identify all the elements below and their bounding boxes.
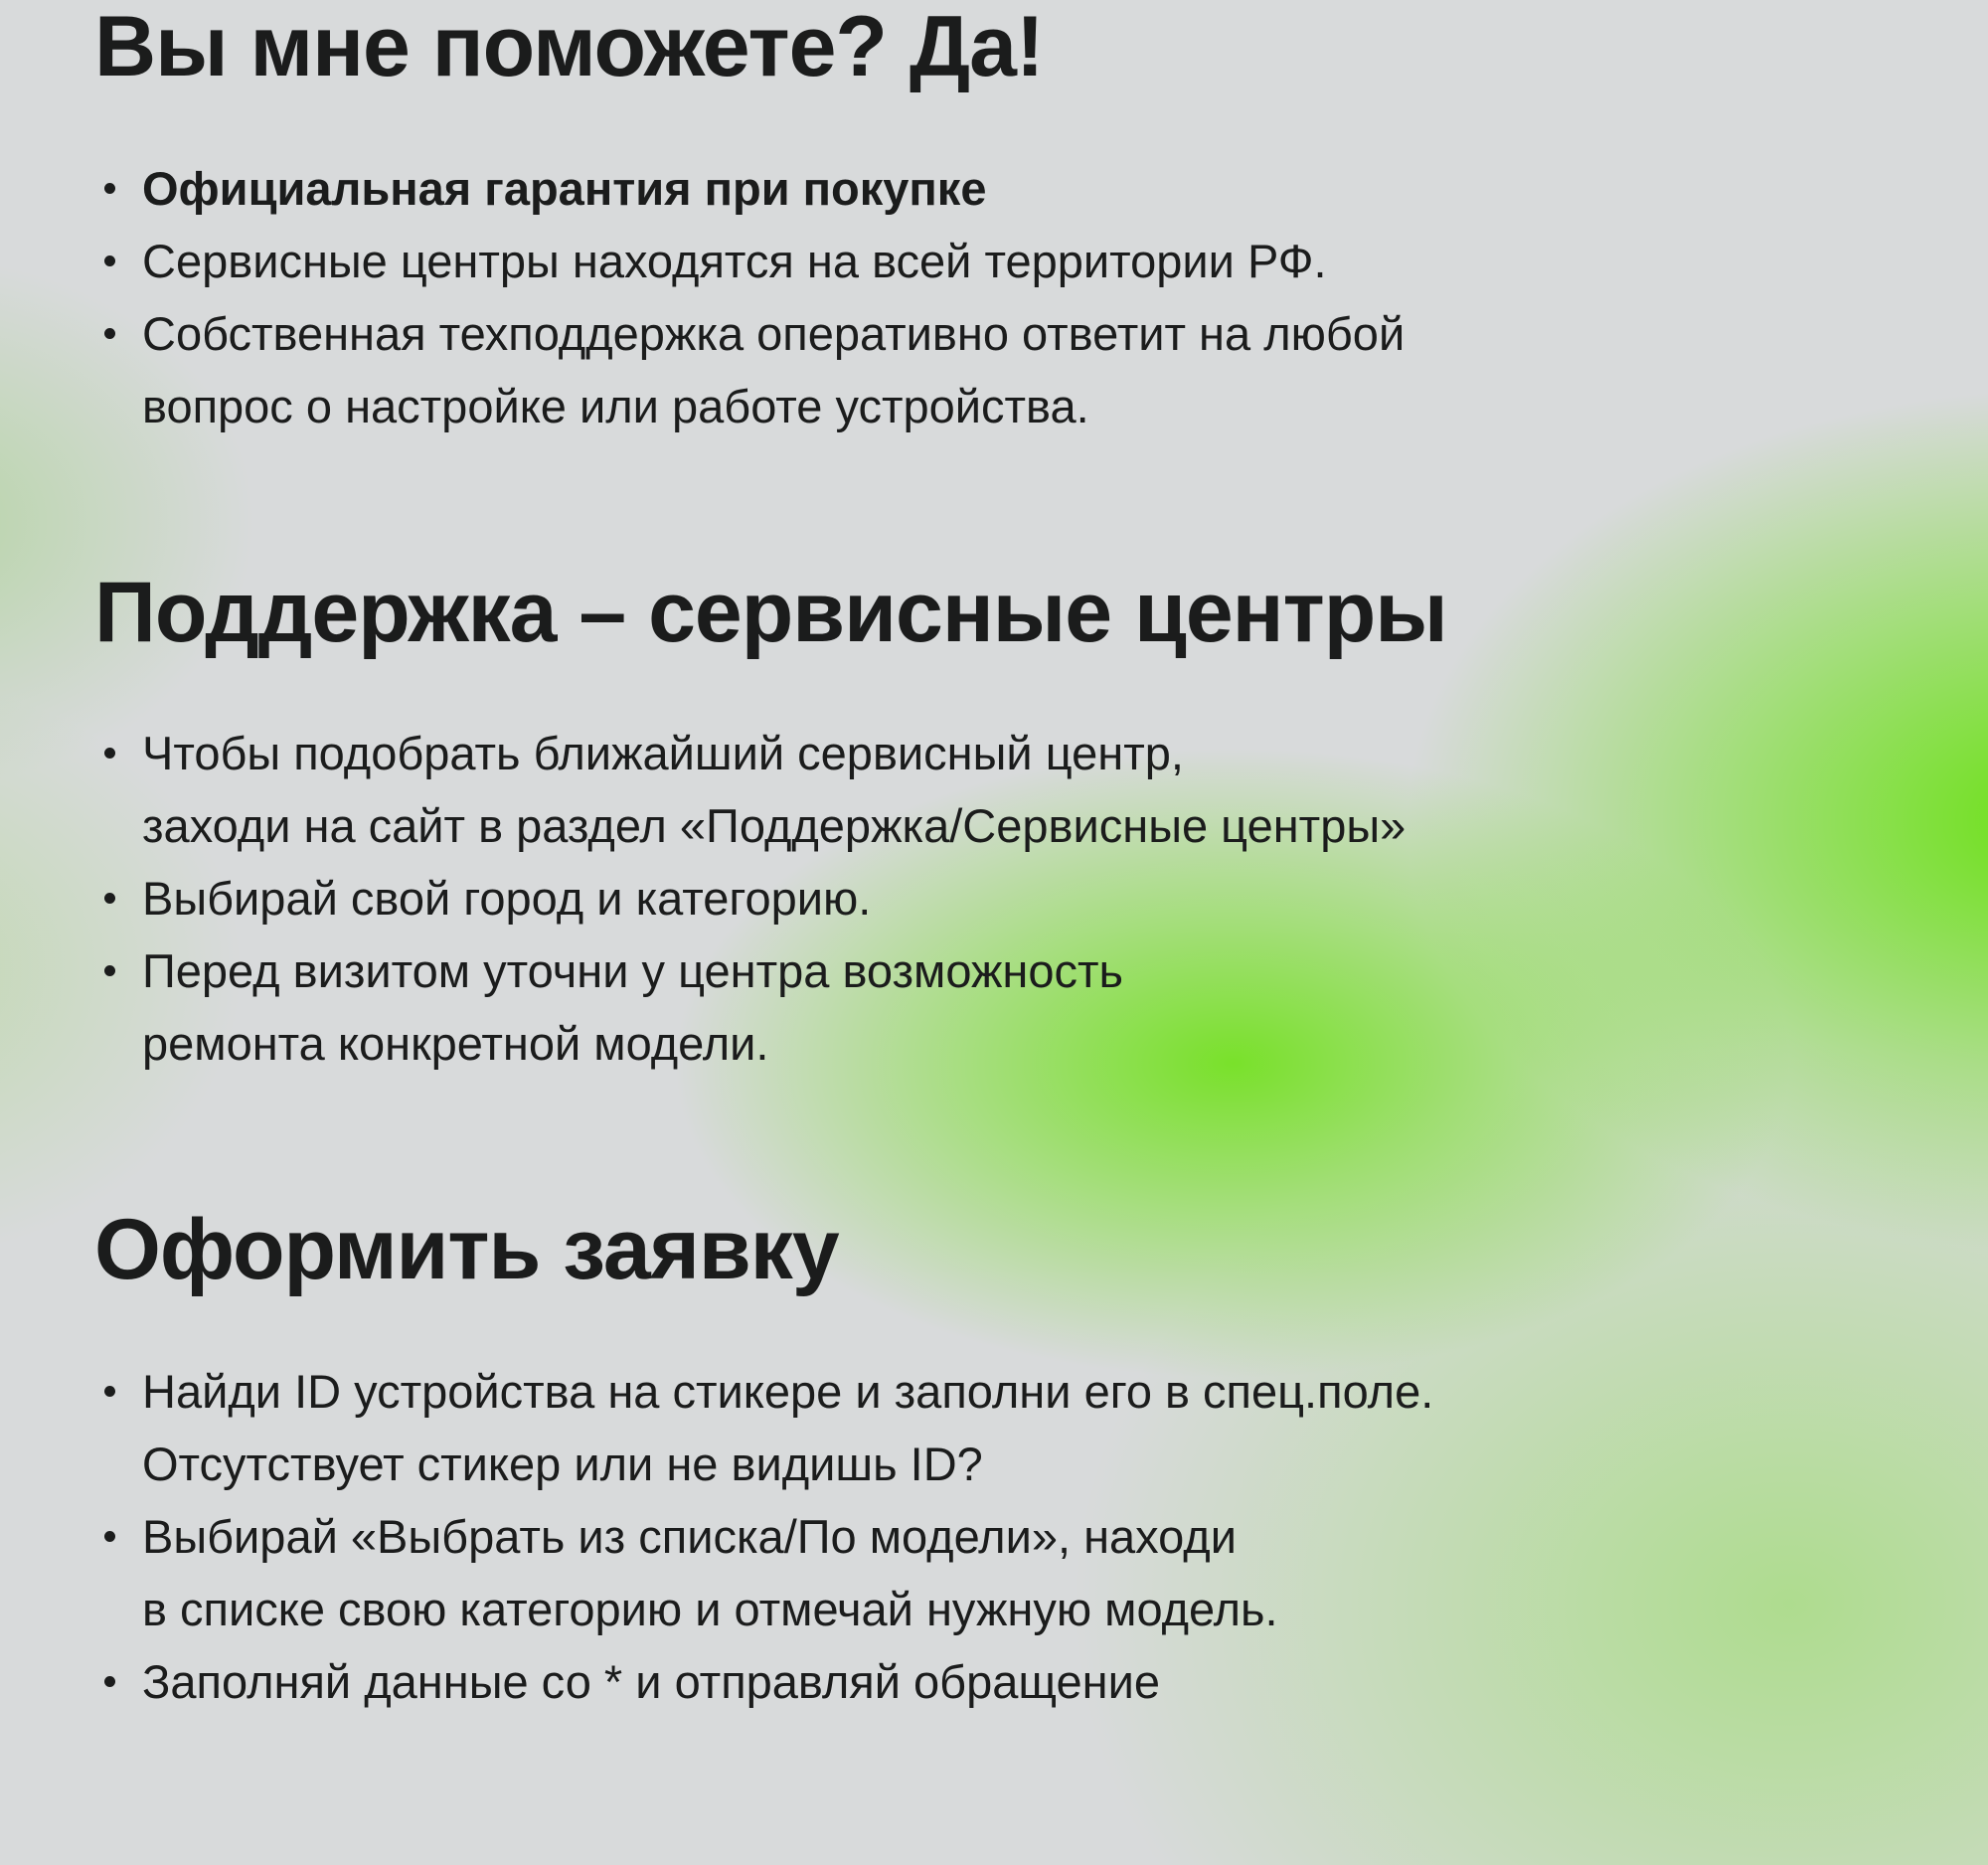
bullet-line: Выбирай «Выбрать из списка/По модели», находи — [142, 1509, 1237, 1563]
content-section — [94, 0, 1928, 442]
list-item — [94, 225, 1928, 297]
bullet-text — [142, 297, 1928, 442]
bullet-text — [142, 225, 1928, 297]
bullet-line: Чтобы подобрать ближайший сервисный центр, — [142, 727, 1184, 780]
bullet-line: Выбирай свой город и категорию. — [142, 872, 872, 926]
list-item — [94, 152, 1928, 225]
bullet-text — [142, 862, 1928, 934]
section-title: Оформить заявку — [94, 1202, 839, 1298]
bullet-line: Найди ID устройства на стикере и заполни его в спец.поле. — [142, 1364, 1434, 1418]
bullet-text — [142, 717, 1928, 862]
bullet-line: вопрос о настройке или работе устройства. — [142, 379, 1089, 432]
list-item — [94, 717, 1928, 862]
bullet-dot-icon — [104, 748, 115, 759]
bullet-list — [94, 1355, 1928, 1718]
section-title: Вы мне поможете? Да! — [94, 0, 1044, 94]
bullet-line: в списке свою категорию и отмечай нужную модель. — [142, 1582, 1278, 1635]
section-title: Поддержка – сервисные центры — [94, 564, 1447, 660]
bullet-dot-icon — [104, 183, 115, 194]
bullet-text — [142, 1645, 1928, 1718]
list-item — [94, 934, 1928, 1080]
list-item — [94, 1500, 1928, 1645]
bullet-list — [94, 717, 1928, 1080]
list-item — [94, 1355, 1928, 1500]
bullet-line: Отсутствует стикер или не видишь ID? — [142, 1437, 983, 1490]
bullet-line: Перед визитом уточни у центра возможность — [142, 944, 1124, 998]
bullet-line: ремонта конкретной модели. — [142, 1017, 769, 1071]
content-section — [94, 1203, 1928, 1718]
list-item — [94, 297, 1928, 442]
bullet-dot-icon — [104, 1531, 115, 1542]
list-item — [94, 1645, 1928, 1718]
list-item — [94, 862, 1928, 934]
bullet-dot-icon — [104, 255, 115, 266]
bullet-dot-icon — [104, 893, 115, 904]
content-section — [94, 566, 1928, 1081]
bullet-dot-icon — [104, 1676, 115, 1687]
bullet-line: Официальная гарантия при покупке — [142, 161, 987, 215]
bullet-list — [94, 152, 1928, 442]
bullet-line: заходи на сайт в раздел «Поддержка/Сервисные центры» — [142, 799, 1407, 853]
bullet-text — [142, 152, 1928, 225]
bullet-text — [142, 1500, 1928, 1645]
bullet-text — [142, 934, 1928, 1080]
bullet-text — [142, 1355, 1928, 1500]
bullet-dot-icon — [104, 1386, 115, 1397]
bullet-line: Заполняй данные со * и отправляй обращение — [142, 1654, 1160, 1708]
bullet-dot-icon — [104, 328, 115, 339]
bullet-dot-icon — [104, 965, 115, 976]
bullet-line: Собственная техподдержка оперативно ответит на любой — [142, 306, 1406, 360]
bullet-line: Сервисные центры находятся на всей территории РФ. — [142, 234, 1327, 287]
